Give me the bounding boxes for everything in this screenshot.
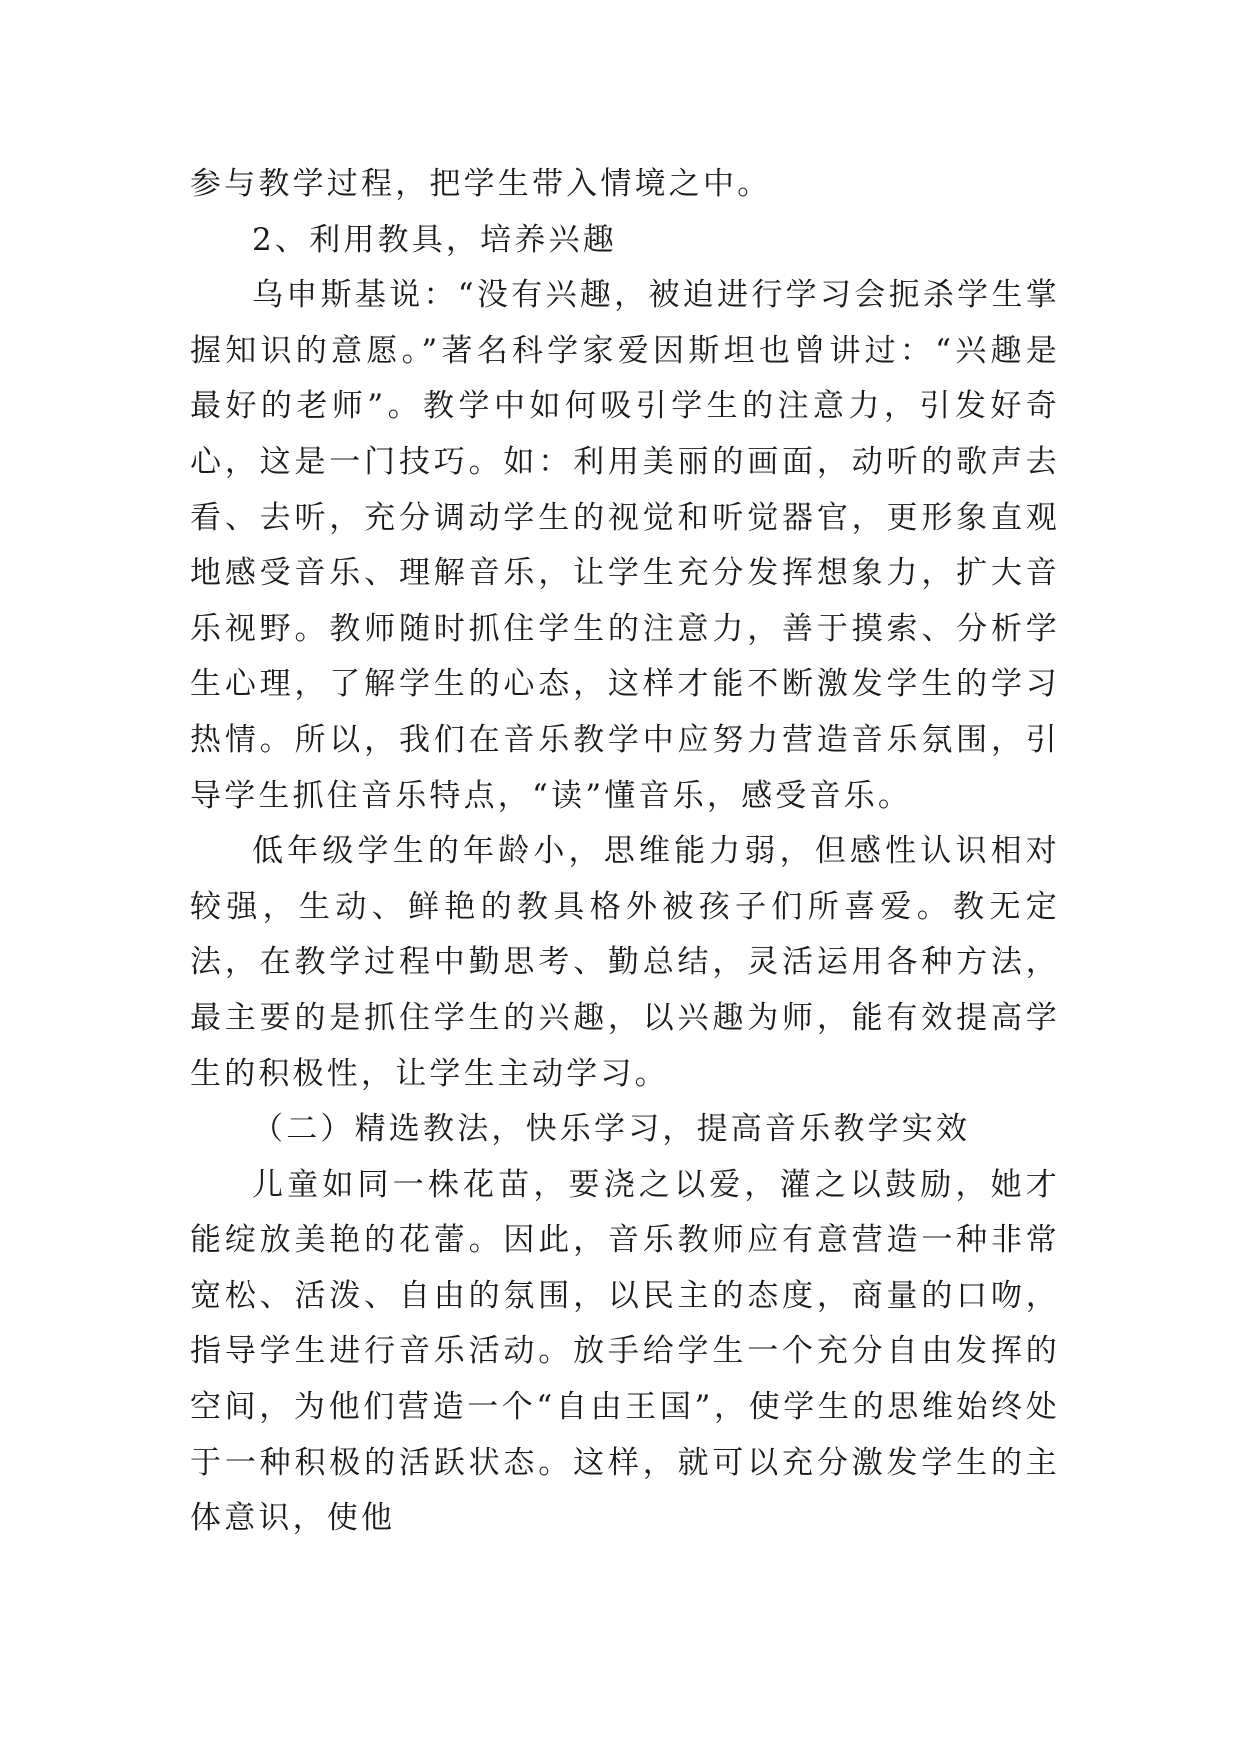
paragraph-continuation: 参与教学过程，把学生带入情境之中。 bbox=[190, 166, 772, 202]
paragraph-lower-grade-students: 低年级学生的年龄小，思维能力弱，但感性认识相对较强，生动、鲜艳的教具格外被孩子们所喜爱。教无定法，在教学过程中勤思考、勤总结，灵活运用各种方法，最主要的是抓住学生的兴趣，以兴趣为师，能有效提高学生的积极性，让学生主动学习。 bbox=[190, 833, 1060, 1092]
paragraph-children-flower: 儿童如同一株花苗，要浇之以爱，灌之以鼓励，她才能绽放美艳的花蕾。因此，音乐教师应有意营造一种非常宽松、活泼、自由的氛围，以民主的态度，商量的口吻，指导学生进行音乐活动。放手给学生一个充分自由发挥的空间，为他们营造一个“自由王国”，使学生的思维始终处于一种积极的活跃状态。这样，就可以充分激发学生的主体意识，使他 bbox=[190, 1166, 1060, 1537]
section-heading-teaching-aids: 2、利用教具，培养兴趣 bbox=[252, 221, 617, 258]
document-body bbox=[190, 157, 1060, 1547]
section-heading-teaching-methods: （二）精选教法，快乐学习，提高音乐教学实效 bbox=[252, 1111, 971, 1148]
paragraph-interest-quotes: 乌申斯基说：“没有兴趣，被迫进行学习会扼杀学生掌握知识的意愿。”著名科学家爱因斯坦也曾讲过：“兴趣是最好的老师”。教学中如何吸引学生的注意力，引发好奇心，这是一门技巧。如：利用美丽的画面，动听的歌声去看、去听，充分调动学生的视觉和听觉器官，更形象直观地感受音乐、理解音乐，让学生充分发挥想象力，扩大音乐视野。教师随时抓住学生的注意力，善于摸索、分析学生心理，了解学生的心态，这样才能不断激发学生的学习热情。所以，我们在音乐教学中应努力营造音乐氛围，引导学生抓住音乐特点，“读”懂音乐，感受音乐。 bbox=[190, 277, 1060, 814]
